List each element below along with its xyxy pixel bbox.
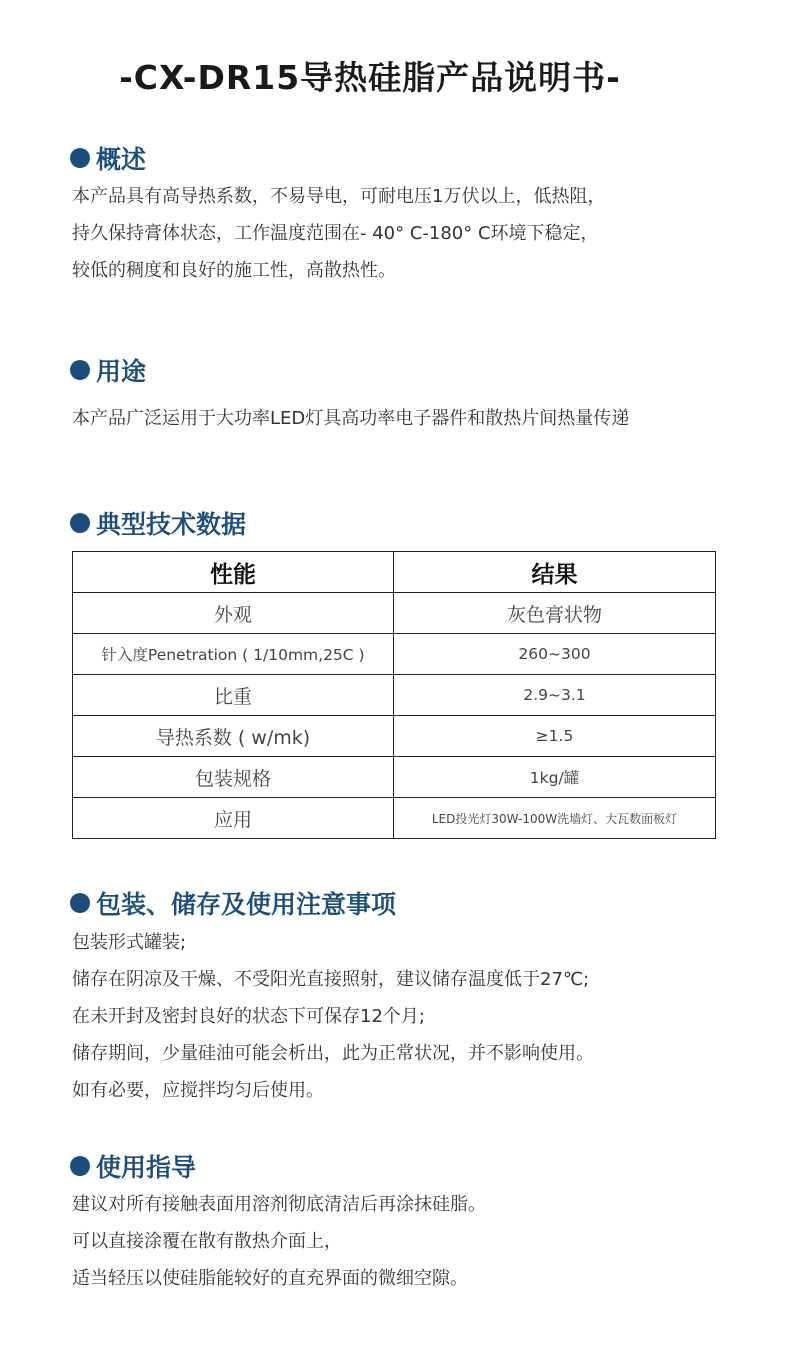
overview-line: 持久保持膏体状态，工作温度范围在- 40° C-180° C环境下稳定，	[72, 223, 599, 244]
cell-property: 比重	[73, 675, 394, 716]
cell-result: 2.9~3.1	[394, 675, 716, 716]
usage-text	[72, 400, 629, 437]
cell-result: LED投光灯30W-100W洗墙灯、大瓦数面板灯	[394, 798, 716, 839]
overview-text	[72, 178, 605, 289]
spec-table	[72, 551, 716, 839]
table-row	[73, 675, 716, 716]
table-row	[73, 593, 716, 634]
table-header-row	[73, 552, 716, 593]
storage-line: 包装形式罐装;	[72, 932, 187, 953]
section-heading-label: 典型技术数据	[96, 510, 247, 539]
storage-text	[72, 924, 594, 1109]
cell-property: 针入度Penetration ( 1/10mm,25C )	[73, 634, 394, 675]
section-heading-usage	[70, 352, 146, 388]
section-heading-specs	[70, 505, 246, 541]
section-heading-overview	[70, 140, 146, 176]
cell-property: 包装规格	[73, 757, 394, 798]
overview-line: 较低的稠度和良好的施工性，高散热性。	[72, 260, 396, 281]
cell-property: 导热系数 ( w/mk)	[73, 716, 394, 757]
table-row	[73, 757, 716, 798]
bullet-icon	[70, 148, 90, 168]
guide-line: 建议对所有接触表面用溶剂彻底清洁后再涂抹硅脂。	[72, 1194, 486, 1215]
column-header-property: 性能	[73, 552, 394, 593]
bullet-icon	[70, 1156, 90, 1176]
column-header-result: 结果	[394, 552, 716, 593]
cell-property: 应用	[73, 798, 394, 839]
cell-result: 1kg/罐	[394, 757, 716, 798]
table-row	[73, 634, 716, 675]
cell-result: ≥1.5	[394, 716, 716, 757]
storage-line: 储存期间，少量硅油可能会析出，此为正常状况，并不影响使用。	[72, 1043, 594, 1064]
section-heading-label: 包装、储存及使用注意事项	[96, 890, 397, 919]
cell-result: 灰色膏状物	[394, 593, 716, 634]
table-row	[73, 798, 716, 839]
storage-line: 在未开封及密封良好的状态下可保存12个月;	[72, 1006, 425, 1027]
guide-line: 可以直接涂覆在散有散热介面上，	[72, 1231, 342, 1252]
section-heading-guide	[70, 1148, 196, 1184]
usage-line: 本产品广泛运用于大功率LED灯具高功率电子器件和散热片间热量传递	[72, 408, 630, 429]
bullet-icon	[70, 893, 90, 913]
cell-result: 260~300	[394, 634, 716, 675]
section-heading-label: 使用指导	[96, 1153, 197, 1182]
cell-property: 外观	[73, 593, 394, 634]
storage-line: 储存在阴凉及干燥、不受阳光直接照射，建议储存温度低于27℃;	[72, 969, 590, 990]
page-title: -CX-DR15导热硅脂产品说明书-	[119, 58, 621, 97]
storage-line: 如有必要，应搅拌均匀后使用。	[72, 1080, 324, 1101]
bullet-icon	[70, 513, 90, 533]
section-heading-storage	[70, 885, 396, 921]
guide-text	[72, 1186, 486, 1297]
table-row	[73, 716, 716, 757]
overview-line: 本产品具有高导热系数，不易导电，可耐电压1万伏以上，低热阻，	[72, 186, 606, 207]
bullet-icon	[70, 360, 90, 380]
section-heading-label: 概述	[96, 145, 147, 174]
section-heading-label: 用途	[96, 357, 147, 386]
guide-line: 适当轻压以使硅脂能较好的直充界面的微细空隙。	[72, 1268, 468, 1289]
